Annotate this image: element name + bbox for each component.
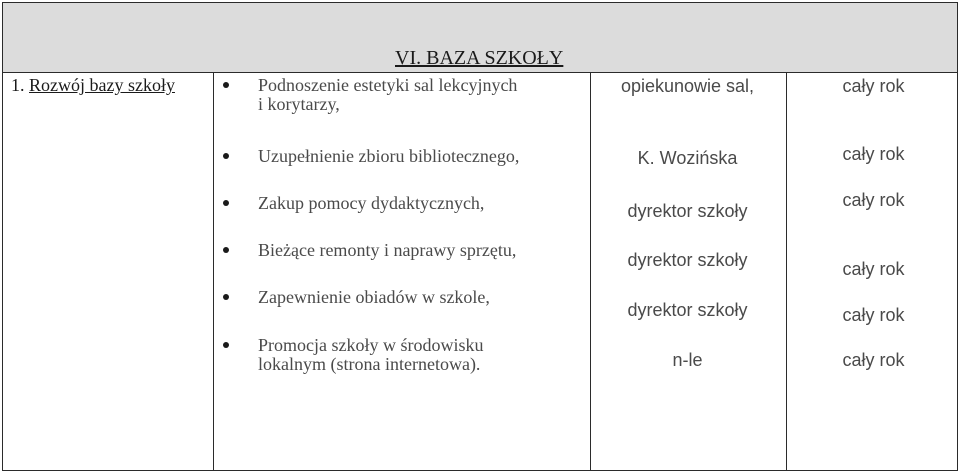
deadline-cell: cały rok [842, 190, 905, 210]
task-text: Bieżące remonty i naprawy sprzętu, [258, 240, 517, 260]
table-border-left [2, 2, 3, 471]
responsible-cell: dyrektor szkoły [627, 201, 748, 221]
bullet-icon [223, 342, 229, 348]
bullet-icon [223, 294, 229, 300]
task-line: i korytarzy, [258, 94, 340, 114]
deadline-cell: cały rok [842, 305, 905, 325]
header-divider [2, 72, 958, 73]
column-divider-3 [786, 72, 787, 471]
task-line: lokalnym (strona internetowa). [258, 354, 481, 374]
bullet-icon [223, 200, 229, 206]
column-divider-2 [590, 72, 591, 471]
table-border-right [957, 2, 958, 471]
task-line: Promocja szkoły w środowisku [258, 335, 484, 355]
bullet-icon [223, 247, 229, 253]
task-text: Uzupełnienie zbioru bibliotecznego, [258, 146, 520, 166]
deadline-cell: cały rok [842, 144, 905, 164]
task-text: Zakup pomocy dydaktycznych, [258, 193, 485, 213]
column-divider-1 [213, 72, 214, 471]
responsible-cell: n-le [672, 350, 703, 370]
section-title: VI. BAZA SZKOŁY [395, 47, 564, 69]
deadline-cell: cały rok [842, 259, 905, 279]
bullet-icon [223, 153, 229, 159]
section-name: Rozwój bazy szkoły [29, 75, 175, 95]
task-text [258, 76, 517, 114]
deadline-cell: cały rok [842, 76, 905, 96]
task-text: Zapewnienie obiadów w szkole, [258, 287, 490, 307]
table-border-top [2, 2, 958, 3]
responsible-cell: dyrektor szkoły [627, 300, 748, 320]
responsible-cell: opiekunowie sal, [620, 76, 755, 96]
responsible-cell: dyrektor szkoły [627, 250, 748, 270]
deadline-cell: cały rok [842, 350, 905, 370]
table-border-bottom [2, 470, 958, 471]
responsible-cell: K. Wozińska [637, 148, 738, 168]
bullet-icon [223, 82, 229, 88]
task-line: Podnoszenie estetyki sal lekcyjnych [258, 75, 518, 95]
task-text [258, 336, 483, 374]
section-number: 1. [11, 75, 25, 95]
section-heading [11, 75, 175, 96]
